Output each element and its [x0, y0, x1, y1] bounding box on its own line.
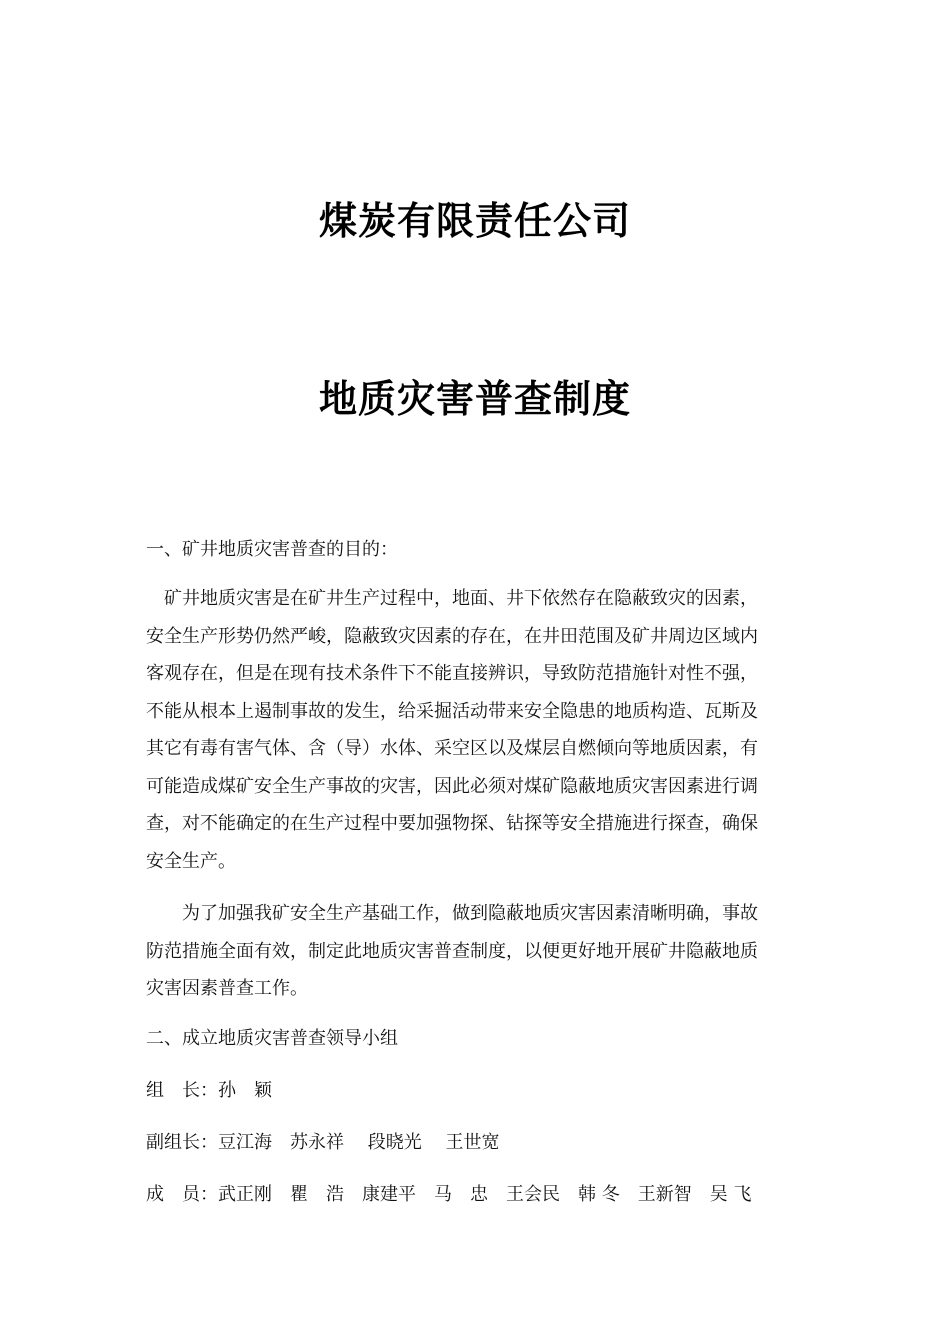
paragraph-line: 矿井地质灾害是在矿井生产过程中，地面、井下依然存在隐蔽致灾的因素，	[146, 588, 758, 609]
section-2-heading: 二、成立地质灾害普查领导小组	[146, 1028, 398, 1049]
paragraph-line: 安全生产形势仍然严峻，隐蔽致灾因素的存在，在井田范围及矿井周边区域内	[146, 625, 758, 647]
paragraph-line: 为了加强我矿安全生产基础工作，做到隐蔽地质灾害因素清晰明确，事故	[146, 903, 758, 924]
paragraph-line: 其它有毒有害气体、含（导）水体、采空区以及煤层自燃倾向等地质因素，有	[146, 738, 758, 759]
section-1-heading: 一、矿井地质灾害普查的目的：	[146, 539, 398, 560]
section-1-paragraph-2	[146, 895, 806, 1008]
paragraph-line: 不能从根本上遏制事故的发生，给采掘活动带来安全隐患的地质构造、瓦斯及	[146, 700, 758, 722]
paragraph-line: 查，对不能确定的在生产过程中要加强物探、钻探等安全措施进行探查，确保	[146, 813, 758, 834]
company-title: 煤炭有限责任公司	[318, 199, 631, 243]
group-leader-line: 组 长：孙 颖	[146, 1080, 272, 1101]
paragraph-line: 防范措施全面有效，制定此地质灾害普查制度，以便更好地开展矿井隐蔽地质	[146, 940, 758, 962]
members-line: 成 员：武正刚 瞿 浩 康建平 马 忠 王会民 韩 冬 王新智 吴 飞	[146, 1184, 752, 1205]
deputy-leaders-line: 副组长：豆江海 苏永祥 段晓光 王世宽	[146, 1132, 500, 1153]
paragraph-line: 客观存在，但是在现有技术条件下不能直接辨识，导致防范措施针对性不强，	[146, 663, 758, 684]
document-title: 地质灾害普查制度	[318, 377, 631, 421]
section-1-paragraph-1	[146, 580, 806, 880]
paragraph-line: 可能造成煤矿安全生产事故的灾害，因此必须对煤矿隐蔽地质灾害因素进行调	[146, 775, 758, 797]
paragraph-line: 灾害因素普查工作。	[146, 978, 308, 999]
paragraph-line: 安全生产。	[146, 850, 236, 872]
